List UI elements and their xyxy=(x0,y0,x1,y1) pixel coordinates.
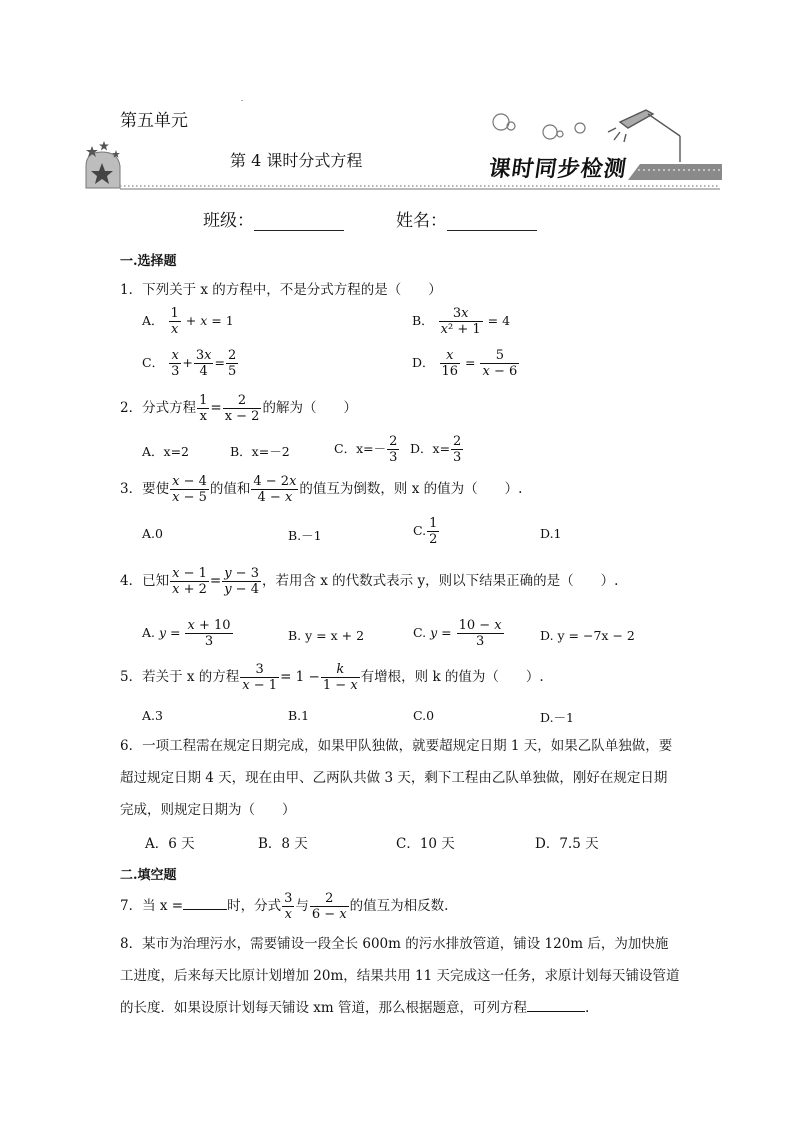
q4-pre: 4．已知 xyxy=(120,573,170,589)
q5-option-d[interactable]: D.－1 xyxy=(540,710,575,725)
q3-option-a[interactable]: A.0 xyxy=(142,526,163,541)
q8-text: 8．某市为治理污水，需要铺设一段全长 600m 的污水排放管道，铺设 120m 后，为加快施工进度，后来每天比原计划增加 20m，结果共用 11 天完成这一任务，求原计划每天铺设管道的长度．如果设原计划每天铺设 xm 管道，那么根据题意，可列方程 xyxy=(120,936,680,1016)
question-6: 6．一项工程需在规定日期完成，如果甲队独做，就要超规定日期 1 天，如果乙队单独做，要超过规定日期 4 天，现在由甲、乙两队共做 3 天，剩下工程由乙队单独做，刚好在规定日期完成，则规定日期为（ ） xyxy=(120,738,673,818)
bubbles-icon xyxy=(493,114,585,139)
q5-mid: = 1 − xyxy=(280,669,320,685)
q3-mid: 的值和 xyxy=(209,481,251,497)
q8-end: . xyxy=(585,1000,590,1016)
q1-option-b[interactable]: B． $\frac{3x}{\text{x² + 1}}$ = 4 xyxy=(412,306,511,337)
q2-pre: 2．分式方程 xyxy=(120,400,197,416)
unit-title: 第五单元 xyxy=(120,111,188,131)
star-badge-icon xyxy=(86,141,120,188)
q1-option-d[interactable]: D． $\frac{x}{16}$ = $\frac{5}{x - 6}$ xyxy=(412,348,518,379)
q7-mid1: 时，分式 xyxy=(227,898,282,914)
question-5: 5．若关于 x 的方程 $\frac{3}{x - 1}$ = 1 − $\frac{k}{1 - x}$ 有增根，则 k 的值为（ ）. xyxy=(120,662,544,693)
class-blank[interactable] xyxy=(254,212,344,231)
q3-option-b[interactable]: B.－1 xyxy=(288,528,322,543)
q4-option-c[interactable]: C. y = $\frac{10 - x}{3}$ xyxy=(413,618,502,649)
q3-post: 的值互为倒数，则 x 的值为（ ）. xyxy=(299,481,523,497)
q6-option-d[interactable]: D．7.5 天 xyxy=(535,836,599,852)
q7-mid2: 与 xyxy=(295,898,309,914)
question-4: 4．已知 $\frac{x - 1}{x + 2}$ = $\frac{y - 3}{y - 4}$ ，若用含 x 的代数式表示 y，则以下结果正确的是（ ）. xyxy=(120,566,619,597)
question-3: 3．要使 $\frac{x - 4}{x - 5}$ 的值和 $\frac{4 - 2x}{4 - x}$ 的值互为倒数，则 x 的值为（ ）. xyxy=(120,474,523,505)
q4-option-d[interactable]: D. y = −7x − 2 xyxy=(540,628,635,643)
section-fill-heading: 二.填空题 xyxy=(120,868,177,883)
q4-c-label: C. xyxy=(413,625,427,640)
name-blank[interactable] xyxy=(447,212,537,231)
q1-b-label: B． xyxy=(412,313,434,328)
section-choice-heading: 一.选择题 xyxy=(120,254,177,269)
question-1: 1．下列关于 x 的方程中，不是分式方程的是（ ） xyxy=(120,282,442,298)
q2-option-d[interactable]: D．x= $\frac{2}{3}$ xyxy=(410,434,462,465)
q4-a-label: A. xyxy=(142,625,156,640)
q3-option-d[interactable]: D.1 xyxy=(540,526,562,541)
q1-option-a[interactable]: A． $\frac{1}{x}$ + x = 1 xyxy=(142,306,234,337)
q4-option-a[interactable]: A. y = $\frac{x + 10}{3}$ xyxy=(142,618,231,649)
q2-option-b[interactable]: B．x=－2 xyxy=(230,444,290,459)
q2-c-label: C．x=－ xyxy=(334,441,387,456)
q2-post: 的解为（ ） xyxy=(262,400,357,416)
q2-d-label: D．x= xyxy=(410,441,451,456)
q2-option-a[interactable]: A．x=2 xyxy=(142,444,190,459)
q5-pre: 5．若关于 x 的方程 xyxy=(120,669,240,685)
q7-answer-blank[interactable] xyxy=(183,895,227,910)
q6-option-b[interactable]: B．8 天 xyxy=(258,836,308,852)
q8-answer-blank[interactable] xyxy=(527,997,585,1012)
q1-d-label: D． xyxy=(412,355,435,370)
name-label: 姓名： xyxy=(396,211,447,231)
class-field xyxy=(203,206,344,231)
q1-c-label: C． xyxy=(142,355,165,370)
q1-a-label: A． xyxy=(142,313,164,328)
q2-option-c[interactable]: C．x=－ $\frac{2}{3}$ xyxy=(334,434,398,465)
lesson-title: 第 4 课时分式方程 xyxy=(230,151,363,170)
q5-post: 有增根，则 k 的值为（ ）. xyxy=(360,669,544,685)
q3-c-label: C. xyxy=(413,523,427,538)
class-label: 班级： xyxy=(203,211,254,231)
question-8 xyxy=(120,928,680,1024)
question-2: 2．分式方程 $\frac{1}{x}$ = $\frac{2}{x - 2}$ 的解为（ ） xyxy=(120,393,357,424)
q3-option-c[interactable]: C. $\frac{1}{2}$ xyxy=(413,516,438,547)
q6-option-c[interactable]: C．10 天 xyxy=(396,836,455,852)
name-field xyxy=(396,206,537,231)
q6-option-a[interactable]: A．6 天 xyxy=(145,836,195,852)
q4-option-b[interactable]: B. y = x + 2 xyxy=(288,628,365,643)
q4-post: ，若用含 x 的代数式表示 y，则以下结果正确的是（ ）. xyxy=(261,573,619,589)
brand-title: 课时同步检测 xyxy=(486,156,629,182)
q5-option-a[interactable]: A.3 xyxy=(142,708,163,723)
question-7: 7．当 x = 时，分式 $\frac{3}{x}$ 与 $\frac{2}{6 - x}$ 的值互为相反数. xyxy=(120,891,449,922)
q3-pre: 3．要使 xyxy=(120,481,170,497)
q7-post: 的值互为相反数. xyxy=(349,898,449,914)
q1-option-c[interactable]: C． $\frac{x}{3}$ + $\frac{3x}{4}$ = $\frac{2}{5}$ xyxy=(142,348,237,379)
q5-option-b[interactable]: B.1 xyxy=(288,708,310,723)
q7-pre: 7．当 x = xyxy=(120,898,184,914)
q5-option-c[interactable]: C.0 xyxy=(413,708,435,723)
